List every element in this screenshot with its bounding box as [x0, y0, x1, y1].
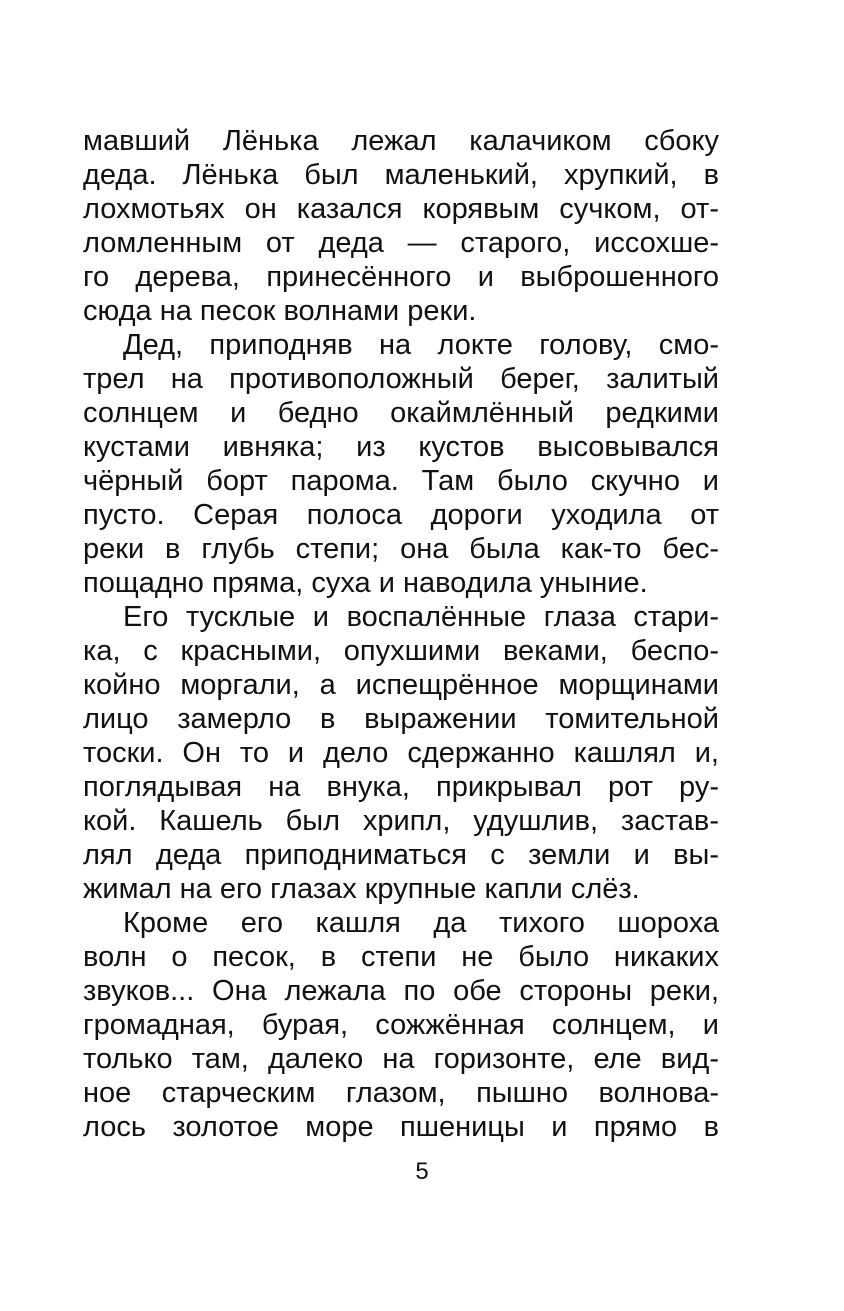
page-number: 5 — [415, 1158, 429, 1185]
body-text — [83, 124, 719, 1144]
text-line: ломленным от деда — старого, иссохше- — [83, 227, 719, 259]
text-line: кустами ивняка; из кустов высовывался — [83, 431, 719, 463]
text-line: сюда на песок волнами реки. — [83, 295, 477, 327]
text-line: трел на противоположный берег, залитый — [83, 363, 719, 395]
text-line: деда. Лёнька был маленький, хрупкий, в — [83, 159, 719, 191]
text-line: ное старческим глазом, пышно волнова- — [83, 1077, 719, 1109]
text-line: лось золотое море пшеницы и прямо в — [83, 1111, 719, 1143]
text-line: громадная, бурая, сожжённая солнцем, и — [83, 1009, 719, 1041]
text-line: лял деда приподниматься с земли и вы- — [83, 839, 719, 871]
text-line: Дед, приподняв на локте голову, смо- — [123, 329, 719, 361]
text-line: ка, с красными, опухшими веками, беспо- — [83, 635, 719, 667]
text-line: мавший Лёнька лежал калачиком сбоку — [83, 125, 719, 157]
text-line: пусто. Серая полоса дороги уходила от — [83, 499, 719, 531]
paragraph — [83, 328, 719, 600]
text-line: солнцем и бедно окаймлённый редкими — [83, 397, 719, 429]
text-line: тоски. Он то и дело сдержанно кашлял и, — [83, 737, 719, 769]
text-line: кой. Кашель был хрипл, удушлив, застав- — [83, 805, 719, 837]
text-line: звуков... Она лежала по обе стороны реки, — [83, 975, 719, 1007]
text-line: го дерева, принесённого и выброшенного — [83, 261, 719, 293]
text-line: койно моргали, а испещрённое морщинами — [83, 669, 719, 701]
text-line: волн о песок, в степи не было никаких — [83, 941, 719, 973]
paragraph — [83, 906, 719, 1144]
text-line: поглядывая на внука, прикрывал рот ру- — [83, 771, 719, 803]
paragraph — [83, 600, 719, 906]
text-line: только там, далеко на горизонте, еле вид- — [83, 1043, 719, 1075]
text-line: жимал на его глазах крупные капли слёз. — [83, 873, 640, 905]
text-line: Его тусклые и воспалённые глаза стари- — [123, 601, 719, 633]
text-line: лохмотьях он казался корявым сучком, от- — [83, 193, 719, 225]
text-line: лицо замерло в выражении томительной — [83, 703, 719, 735]
paragraph — [83, 124, 719, 328]
text-line: Кроме его кашля да тихого шороха — [123, 907, 719, 939]
text-line: чёрный борт парома. Там было скучно и — [83, 465, 719, 497]
text-line: реки в глубь степи; она была как-то бес- — [83, 533, 719, 565]
text-line: пощадно пряма, суха и наводила уныние. — [83, 567, 648, 599]
